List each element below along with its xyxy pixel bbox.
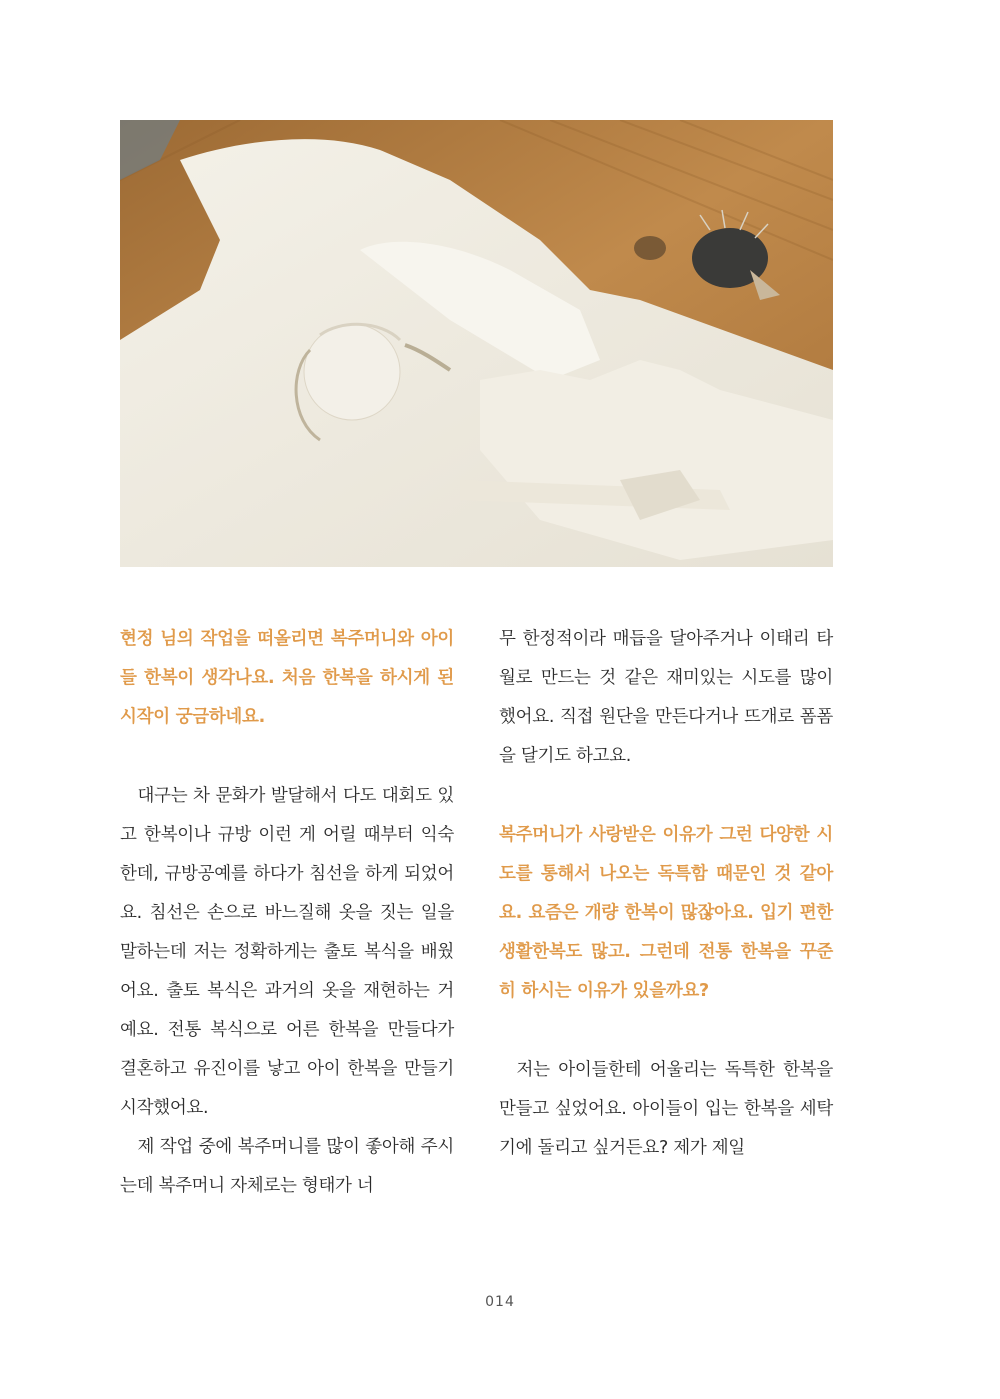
paragraph-gap [120,737,454,777]
paragraph-gap [499,1011,833,1051]
right-column [499,620,833,1168]
paragraph-gap [499,776,833,816]
page-number: 014 [485,1294,515,1310]
interview-answer-3: 저는 아이들한테 어울리는 독특한 한복을 만들고 싶었어요. 아이들이 입는 한복을 세탁기에 돌리고 싶거든요? 제가 제일 [499,1060,833,1158]
left-column [120,620,454,1206]
interview-answer-2: 제 작업 중에 복주머니를 많이 좋아해 주시는데 복주머니 자체로는 형태가 너 [120,1137,454,1196]
interview-answer-1: 대구는 차 문화가 발달해서 다도 대회도 있고 한복이나 규방 이런 게 어릴 때부터 익숙한데, 규방공예를 하다가 침선을 하게 되었어요. 침선은 손으로 바느질해 옷을 짓는 일을 말하는데 저는 정확하게는 출토 복식을 배웠어요. 출토 복식은 과거의 옷을 재현하는 거예요. 전통 복식으로 어른 한복을 만들다가 결혼하고 유진이를 낳고 아이 한복을 만들기 시작했어요. [120,786,454,1118]
interview-question-2: 복주머니가 사랑받은 이유가 그런 다양한 시도를 통해서 나오는 독특함 때문인 것 같아요. 요즘은 개량 한복이 많잖아요. 입기 편한 생활한복도 많고. 그런데 전통 한복을 꾸준히 하시는 이유가 있을까요? [499,825,833,1001]
interview-answer-continuation: 무 한정적이라 매듭을 달아주거나 이태리 타월로 만드는 것 같은 재미있는 시도를 많이 했어요. 직접 원단을 만든다거나 뜨개로 폼폼을 달기도 하고요. [499,629,833,766]
hanbok-photo [120,120,833,567]
interview-question-1: 현정 님의 작업을 떠올리면 복주머니와 아이들 한복이 생각나요. 처음 한복을 하시게 된 시작이 궁금하네요. [120,629,454,727]
